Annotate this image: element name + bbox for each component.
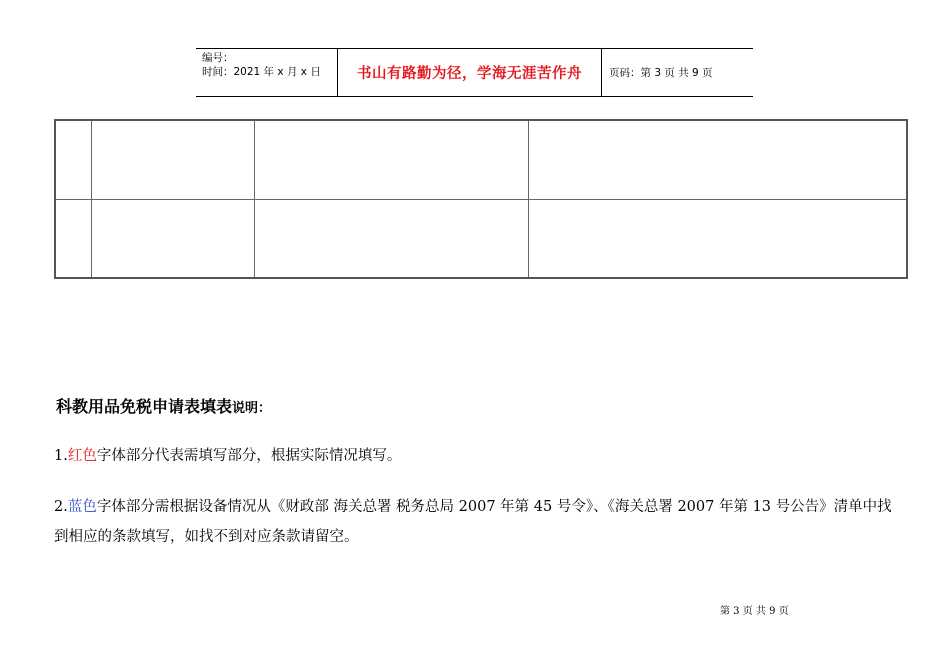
application-table: [54, 119, 908, 279]
table-cell: [55, 120, 91, 199]
instructions-title: [56, 394, 271, 417]
table-cell: [528, 199, 907, 278]
instructions-title-main: 科教用品免税申请表填表: [56, 397, 233, 416]
page-footer: 第 3 页 共 9 页: [720, 606, 789, 617]
instruction-item-2-number: 2.: [54, 499, 68, 515]
document-date: 时间：2021 年 x 月 x 日: [202, 66, 321, 78]
table-cell: [91, 120, 254, 199]
header-motto: 书山有路勤为径，学海无涯苦作舟: [338, 49, 602, 96]
table-row: [55, 199, 907, 278]
instruction-item-2-text: 字体部分需根据设备情况从《财政部 海关总署 税务总局 2007 年第 45 号令》、《海关总署 2007 年第 13 号公告》清单中找到相应的条款填写，如找不到对应条款请留空。: [54, 499, 892, 545]
table-cell: [254, 120, 528, 199]
header-meta: [196, 49, 338, 96]
document-number-label: 编号：: [202, 52, 234, 64]
instructions-title-suffix: 说明：: [232, 401, 272, 416]
blue-color-keyword: 蓝色: [67, 499, 97, 515]
instruction-item-2: [54, 492, 904, 552]
header-page-info: 页码：第 3 页 共 9 页: [609, 67, 713, 79]
table-cell: [254, 199, 528, 278]
table-row: [55, 120, 907, 199]
table-cell: [55, 199, 91, 278]
table-cell: [528, 120, 907, 199]
instruction-item-1-text: 字体部分代表需填写部分，根据实际情况填写。: [96, 448, 402, 464]
red-color-keyword: 红色: [67, 448, 97, 464]
instruction-item-1-number: 1.: [54, 448, 68, 464]
page-header: [196, 48, 753, 97]
table-cell: [91, 199, 254, 278]
instruction-item-1: [54, 441, 904, 471]
